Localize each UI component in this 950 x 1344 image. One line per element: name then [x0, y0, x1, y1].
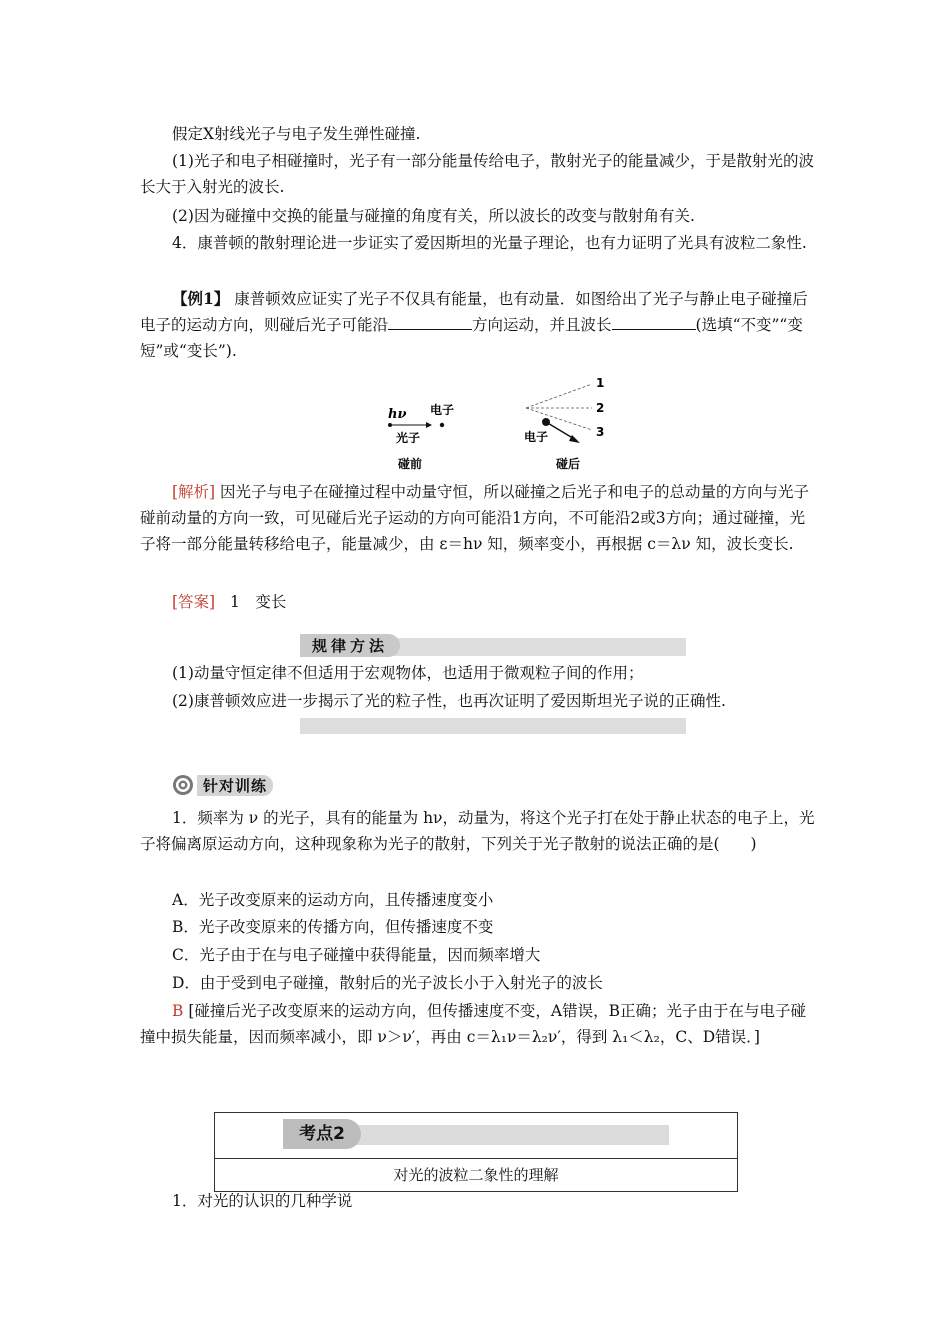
option-a: A．光子改变原来的运动方向，且传播速度变小	[172, 891, 494, 909]
answer-blank-2[interactable]	[612, 315, 696, 330]
analysis	[140, 479, 816, 557]
example-text-a: 康普顿效应证实了光子不仅具有能量，也有动量．如图给出了光子与静止电子碰撞后电子的运动方向，则碰后光子可能沿	[140, 290, 808, 334]
compton-figure	[380, 374, 620, 474]
fig-num-3: 3	[596, 425, 605, 439]
example-text-c: (选填“不变”“变短”或“变长”).	[140, 316, 803, 360]
method-bottom-bar	[300, 718, 686, 734]
fig-electron2-label: 电子	[524, 430, 549, 444]
analysis-text: 因光子与电子在碰撞过程中动量守恒，所以碰撞之后光子和电子的总动量的方向与光子碰前动量的方向一致，可见碰后光子运动的方向可能沿1方向，不可能沿2或3方向；通过碰撞，光子将一部分能量转移给电子，能量减少，由 ε＝hν 知，频率变小，再根据 c＝λν 知，波长变长.	[140, 483, 810, 553]
intro-item-1: (1)光子和电子相碰撞时，光子有一部分能量传给电子，散射光子的能量减少，于是散射光的波长大于入射光的波长.	[140, 152, 814, 196]
fig-ray-3	[526, 408, 592, 430]
intro-item-2: (2)因为碰撞中交换的能量与碰撞的角度有关，所以波长的改变与散射角有关.	[172, 207, 695, 225]
example-text-b: 方向运动，并且波长	[472, 316, 612, 334]
answer	[172, 589, 286, 615]
training-explain-text: [碰撞后光子改变原来的运动方向，但传播速度不变，A错误，B正确；光子由于在与电子碰撞中损失能量，因而频率减小，即 ν＞ν′，再由 c＝λ₁ν＝λ₂ν′，得到 λ₁＜λ₂，C、D错误．]	[140, 1002, 806, 1046]
answer-blank-1[interactable]	[388, 315, 472, 330]
training-title: 针对训练	[197, 775, 273, 796]
training-explanation	[140, 998, 816, 1050]
fig-num-2: 2	[596, 401, 605, 415]
fig-before-label: 碰前	[398, 457, 423, 471]
fig-electron-label: 电子	[430, 403, 455, 417]
fig-photon-arrowhead	[426, 422, 432, 428]
answer-text: 1 变长	[230, 593, 287, 611]
fig-hv-label: hν	[388, 407, 407, 422]
kaodian-box	[214, 1112, 738, 1192]
fig-electron-dot	[440, 423, 444, 427]
option-d: D．由于受到电子碰撞，散射后的光子波长小于入射光子的波长	[172, 974, 603, 992]
example-tag: 【例1】	[172, 289, 230, 308]
answer-tag: [答案]	[172, 593, 216, 611]
example-1	[140, 286, 816, 364]
target-icon	[172, 774, 194, 796]
training-answer: B	[172, 1002, 184, 1020]
last-line: 1．对光的认识的几种学说	[172, 1192, 353, 1210]
fig-after-label: 碰后	[556, 457, 581, 471]
option-c: C．光子由于在与电子碰撞中获得能量，因而频率增大	[172, 946, 541, 964]
fig-ray-1	[526, 384, 592, 408]
kaodian-label: 考点2	[283, 1119, 361, 1149]
method-banner	[300, 638, 686, 656]
kaodian-subtitle: 对光的波粒二象性的理解	[393, 1166, 559, 1184]
option-b: B．光子改变原来的传播方向，但传播速度不变	[172, 918, 494, 936]
training-question: 1．频率为 ν 的光子，具有的能量为 hν，动量为，将这个光子打在处于静止状态的电子上，光子将偏离原运动方向，这种现象称为光子的散射，下列关于光子散射的说法正确的是( )	[140, 809, 815, 853]
fig-photon-label: 光子	[396, 431, 421, 445]
intro-line: 假定X射线光子与电子发生弹性碰撞.	[172, 125, 421, 143]
method-title: 规律方法	[300, 634, 400, 657]
intro-item-4: 4．康普顿的散射理论进一步证实了爱因斯坦的光量子理论，也有力证明了光具有波粒二象性.	[172, 234, 807, 252]
fig-num-1: 1	[596, 376, 605, 390]
analysis-tag: [解析]	[172, 483, 216, 501]
method-item-1: (1)动量守恒定律不但适用于宏观物体，也适用于微观粒子间的作用；	[172, 664, 644, 682]
method-item-2: (2)康普顿效应进一步揭示了光的粒子性，也再次证明了爱因斯坦光子说的正确性.	[172, 692, 726, 710]
